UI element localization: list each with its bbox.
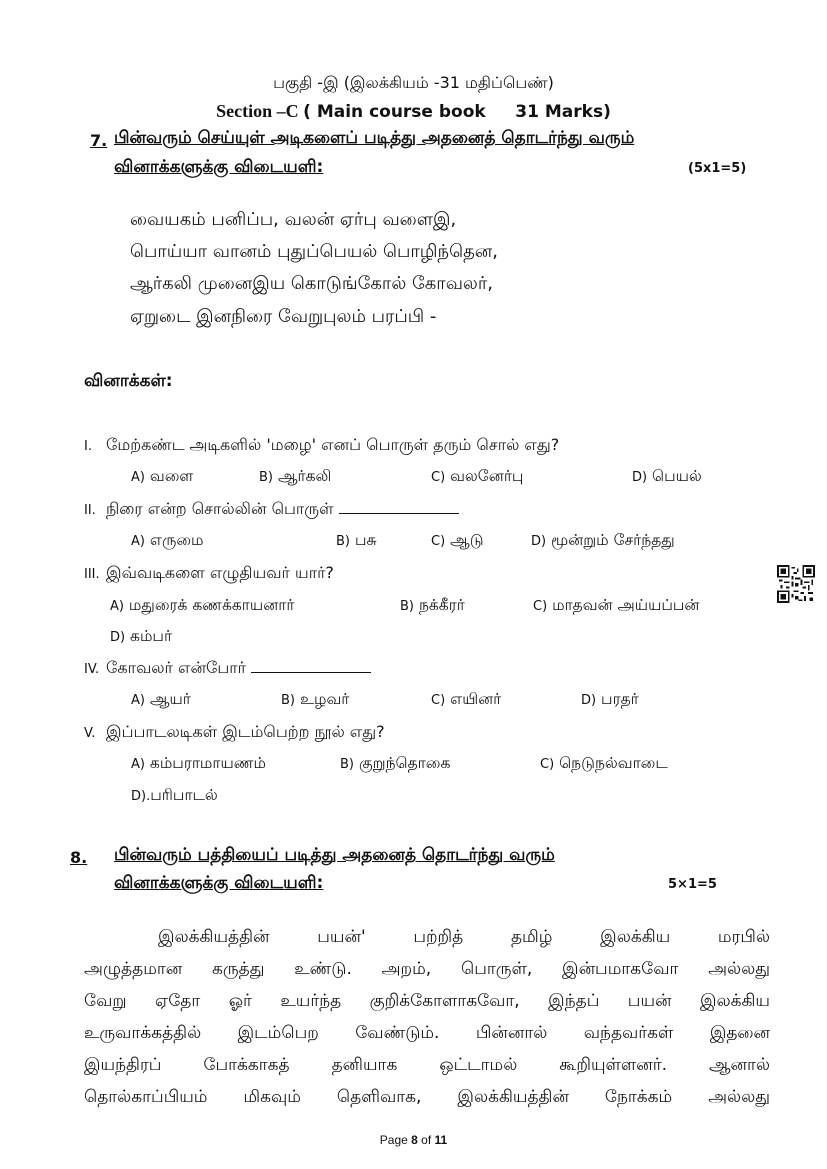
question-i-option-a: A) வளை (131, 467, 194, 485)
question-ii-blank (339, 512, 459, 514)
question-8-marks: 5×1=5 (668, 877, 717, 892)
question-i-option-c: C) வலனேர்பு (431, 467, 524, 485)
question-i-text: மேற்கண்ட அடிகளில் 'மழை' எனப் பொருள் தரும் சொல் எது? (106, 435, 560, 454)
poem-line-2: பொய்யா வானம் புதுப்பெயல் பொழிந்தென, (130, 241, 498, 262)
question-iv-option-b: B) உழவர் (281, 690, 350, 708)
question-iii-text: இவ்வடிகளை எழுதியவர் யார்? (106, 563, 334, 582)
question-8-instruction-line1: பின்வரும் பத்தியைப் படித்து அதனைத் தொடர்ந்து வரும் (114, 845, 555, 865)
passage-line-5: இயந்திரப் போக்காகத் தனியாக ஒட்டாமல் கூறியுள்ளனர். ஆனால் (84, 1055, 770, 1075)
question-iii (84, 563, 334, 584)
question-8-number: 8. (70, 848, 88, 867)
question-v-text: இப்பாடலடிகள் இடம்பெற்ற நூல் எது? (106, 722, 385, 741)
question-ii-number: II. (84, 503, 96, 518)
passage-line-1: இலக்கியத்தின் பயன்' பற்றித் தமிழ் இலக்கிய மரபில் (158, 927, 770, 947)
section-label: Section –C (216, 101, 299, 121)
poem-line-1: வையகம் பனிப்ப, வலன் ஏர்பு வளைஇ, (130, 209, 457, 230)
qr-code-icon (777, 565, 815, 603)
poem-line-4: ஏறுடை இனநிரை வேறுபுலம் பரப்பி - (130, 306, 437, 327)
question-iv-blank (251, 671, 371, 673)
question-7-marks: (5x1=5) (688, 161, 747, 176)
question-ii-option-a: A) எருமை (131, 531, 204, 549)
question-i-number: I. (84, 439, 92, 454)
question-iv-option-d: D) பரதர் (581, 690, 639, 708)
question-i-option-d: D) பெயல் (632, 467, 702, 485)
question-iii-option-c: C) மாதவன் அய்யப்பன் (533, 596, 700, 614)
question-iv (84, 658, 371, 679)
question-i-option-b: B) ஆர்கலி (259, 467, 332, 485)
question-v-option-d: D).பரிபாடல் (131, 786, 218, 804)
question-iv-option-a: A) ஆயர் (131, 690, 191, 708)
passage-line-4: உருவாக்கத்தில் இடம்பெற வேண்டும். பின்னால் வந்தவர்கள் இதனை (84, 1023, 770, 1043)
section-course-marks: ( Main course book 31 Marks) (303, 102, 611, 122)
question-iii-number: III. (84, 567, 100, 582)
question-v-option-c: C) நெடுநல்வாடை (540, 754, 668, 772)
page-number: Page 8 of 11 (379, 1133, 448, 1147)
question-iii-option-d: D) கம்பர் (110, 627, 173, 645)
question-v-number: V. (84, 726, 96, 741)
questions-heading: வினாக்கள்: (84, 371, 173, 391)
question-7-instruction-line2: வினாக்களுக்கு விடையளி: (114, 157, 324, 177)
poem-line-3: ஆர்கலி முனைஇய கொடுங்கோல் கோவலர், (130, 273, 493, 294)
question-ii (84, 499, 459, 520)
question-ii-option-c: C) ஆடு (431, 531, 484, 549)
section-english-title (0, 101, 827, 122)
question-ii-text: நிரை என்ற சொல்லின் பொருள் (106, 499, 334, 518)
passage-line-6: தொல்காப்பியம் மிகவும் தெளிவாக, இலக்கியத்தின் நோக்கம் அல்லது (84, 1087, 770, 1107)
section-tamil-title: பகுதி -இ (இலக்கியம் -31 மதிப்பெண்) (273, 73, 554, 92)
question-8-instruction-line2: வினாக்களுக்கு விடையளி: (114, 873, 324, 893)
question-ii-option-d: D) மூன்றும் சேர்ந்தது (531, 531, 675, 549)
question-iv-text: கோவலர் என்போர் (106, 658, 246, 677)
passage-line-3: வேறு ஏதோ ஓர் உயர்ந்த குறிக்கோளாகவோ, இந்தப் பயன் இலக்கிய (84, 991, 770, 1011)
question-v-option-a: A) கம்பராமாயணம் (131, 754, 266, 772)
question-ii-option-b: B) பசு (336, 531, 377, 549)
question-iv-option-c: C) எயினர் (431, 690, 502, 708)
passage-line-2: அழுத்தமான கருத்து உண்டு. அறம், பொருள், இன்பமாகவோ அல்லது (84, 959, 770, 979)
question-iv-number: IV. (84, 662, 100, 677)
question-7-number: 7. (90, 131, 108, 150)
question-iii-option-b: B) நக்கீரர் (400, 596, 465, 614)
question-v (84, 722, 385, 743)
question-v-option-b: B) குறுந்தொகை (340, 754, 451, 772)
question-i (84, 435, 559, 456)
question-iii-option-a: A) மதுரைக் கணக்காயனார் (110, 596, 295, 614)
question-7-instruction-line1: பின்வரும் செய்யுள் அடிகளைப் படித்து அதனைத் தொடர்ந்து வரும் (114, 128, 635, 148)
